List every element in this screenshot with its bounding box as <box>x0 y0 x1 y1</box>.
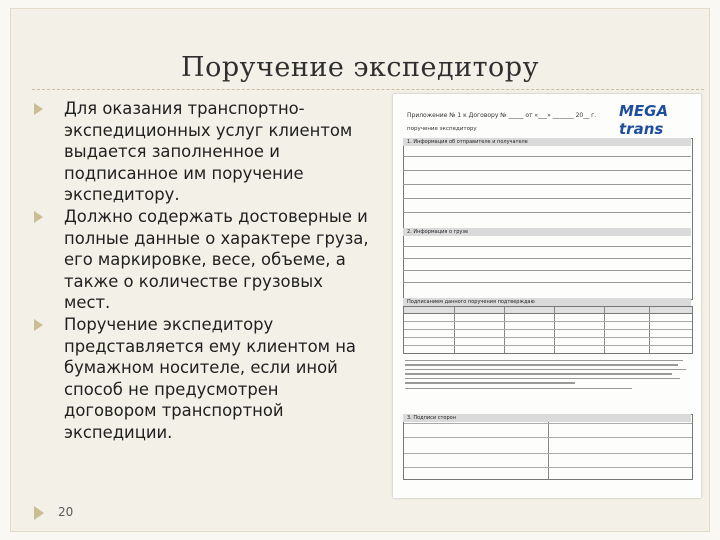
table-row <box>404 345 692 346</box>
table-row <box>404 337 692 338</box>
table-column-divider <box>649 307 650 353</box>
table-row <box>404 329 692 330</box>
signatures-box <box>403 414 693 480</box>
form-notes-text <box>405 360 689 392</box>
bullet-item <box>34 98 369 206</box>
table-column-divider <box>504 307 505 353</box>
form-section-header: 1. Информация об отправителе и получателе <box>403 138 691 146</box>
form-row <box>403 198 691 199</box>
form-header-line: Приложение № 1 к Договору № _____ от «___» _______ 20__ г. <box>407 112 597 119</box>
form-row <box>403 258 691 259</box>
triangle-bullet-icon <box>34 211 43 223</box>
footer-triangle-icon <box>34 506 44 520</box>
bullet-list <box>34 98 369 444</box>
company-logo: MEGA trans <box>619 102 669 138</box>
bullet-item <box>34 314 369 444</box>
form-row <box>403 282 691 283</box>
form-row <box>403 212 691 213</box>
form-header-subtitle: поручение экспедитору <box>407 126 477 132</box>
cargo-table <box>403 306 693 354</box>
table-column-divider <box>604 307 605 353</box>
table-column-divider <box>554 307 555 353</box>
form-section-header: 2. Информация о грузе <box>403 228 691 236</box>
slide-title: Поручение экспедитору <box>181 52 539 83</box>
signature-row <box>404 437 692 438</box>
signature-row <box>404 467 692 468</box>
forwarding-order-form-image <box>393 94 701 498</box>
triangle-bullet-icon <box>34 319 43 331</box>
form-row <box>403 270 691 271</box>
table-row <box>404 321 692 322</box>
signature-column-divider <box>548 415 549 479</box>
page-number: 20 <box>58 505 74 519</box>
form-row <box>403 184 691 185</box>
form-section-header: Подписанием данного поручения подтверждаю <box>403 298 691 306</box>
signature-row <box>404 423 692 424</box>
bullet-text: Должно содержать достоверные и полные данные о характере груза, его маркировке, весе, объеме, а также о количестве грузовых мест. <box>64 206 369 313</box>
triangle-bullet-icon <box>34 103 43 115</box>
bullet-text: Для оказания транспортно-экспедиционных услуг клиентом выдается заполненное и подписанное им поручение экспедитору. <box>64 99 353 205</box>
signature-row <box>404 453 692 454</box>
form-fields-box <box>403 138 693 300</box>
title-divider <box>32 89 704 90</box>
table-column-divider <box>454 307 455 353</box>
form-row <box>403 170 691 171</box>
form-row <box>403 156 691 157</box>
bullet-item <box>34 206 369 314</box>
form-section-header: 3. Подписи сторон <box>403 414 691 422</box>
form-row <box>403 246 691 247</box>
bullet-text: Поручение экспедитору представляется ему клиентом на бумажном носителе, если иной способ не предусмотрен договором транспортной экспедиции. <box>64 314 356 442</box>
